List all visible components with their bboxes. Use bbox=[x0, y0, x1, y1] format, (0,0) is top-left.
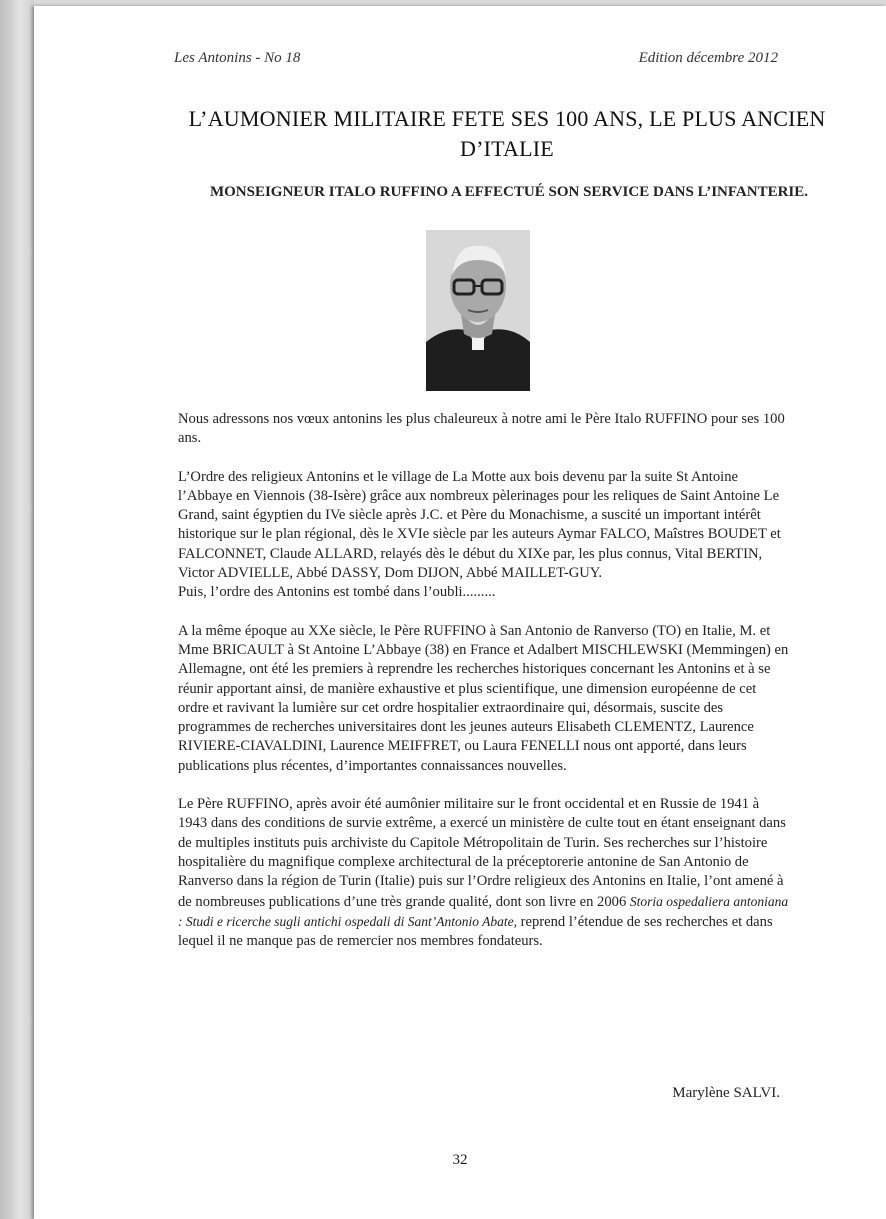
paragraph-history-end: Puis, l’ordre des Antonins est tombé dans l’oubli......... bbox=[178, 584, 496, 601]
author-signature: Marylène SALVI. bbox=[672, 1085, 780, 1101]
book-title: Storia ospedaliera antoniana : Studi e ricerche sugli antichi ospedali di Sant’Antonio Abate, bbox=[178, 893, 789, 929]
header-publication: Les Antonins - No 18 bbox=[174, 50, 301, 66]
page-edge bbox=[0, 0, 34, 1219]
paragraph-research: A la même époque au XXe siècle, le Père RUFFINO à San Antonio de Ranverso (TO) en Italie, M. et Mme BRICAULT à St Antoine L’Abbaye (38) en France et Adalbert MISCHLEWSKI (Memmingen) en Allemagne, ont été les premiers à reprendre les recherches historiques concernant les Antonins et à se réunir apportant ainsi, de manière exhaustive et plus scientifique, une dimension européenne de cet ordre et ravivant la lumière sur cet ordre hospitalier extraordinaire qui, désormais, suscite des programmes de recherches universitaires dont les jeunes auteurs Elisabeth CLEMENTZ, Laurence RIVIERE-CIAVALDINI, Laurence MEIFFRET, ou Laura FENELLI nous ont apporté, dans leurs publications plus récentes, d’importantes connaissances nouvelles. bbox=[178, 622, 789, 774]
paragraph-history: L’Ordre des religieux Antonins et le village de La Motte aux bois devenu par la suite St Antoine l’Abbaye en Viennois (38-Isère) grâce aux nombreux pèlerinages pour les reliques de Saint Antoine Le Grand, saint égyptien du IVe siècle après J.C. et Père du Monachisme, a suscité un important intérêt historique sur le plan régional, dès le XVIe siècle par les auteurs Aymar FALCO, Maîstres BOUDET et FALCONNET, Claude ALLARD, relayés dès le début du XIXe par, les plus connus, Vital BERTIN, Victor ADVIELLE, Abbé DASSY, Dom DIJON, Abbé MAILLET-GUY. bbox=[178, 468, 781, 582]
portrait-photo-icon bbox=[426, 230, 530, 391]
page-number: 32 bbox=[452, 1152, 468, 1168]
article-subtitle: MONSEIGNEUR ITALO RUFFINO A EFFECTUÉ SON SERVICE DANS L’INFANTERIE. bbox=[209, 184, 809, 200]
paragraph-intro: Nous adressons nos vœux antonins les plus chaleureux à notre ami le Père Italo RUFFINO pour ses 100 ans. bbox=[178, 411, 785, 447]
article-title: L’AUMONIER MILITAIRE FETE SES 100 ANS, LE PLUS ANCIEN D’ITALIE bbox=[188, 106, 826, 161]
paragraph-ruffino-end: reprend l’étendue de ses recherches et dans lequel il ne manque pas de remercier nos membres fondateurs. bbox=[178, 913, 773, 950]
portrait-photo bbox=[426, 230, 530, 391]
document-page bbox=[34, 6, 886, 1219]
paragraph-ruffino-text: Le Père RUFFINO, après avoir été aumônier militaire sur le front occidental et en Russie de 1941 à 1943 dans des conditions de survie extrême, a exercé un ministère de culte tout en étant enseignant dans de multiples instituts puis archiviste du Capitole Métropolitain de Turin. Ses recherches sur l’histoire hospitalière du magnifique complexe architectural de la préceptorerie antonine de San Antonio de Ranverso dans la région de Turin (Italie) puis sur l’Ordre religieux des Antonins en Italie, l’ont amené à de nombreuses publications d’une très grande qualité, dont son livre en 2006 bbox=[178, 796, 786, 910]
paragraph-ruffino bbox=[178, 795, 790, 951]
article-body bbox=[178, 410, 790, 970]
header-edition: Edition décembre 2012 bbox=[638, 50, 778, 66]
